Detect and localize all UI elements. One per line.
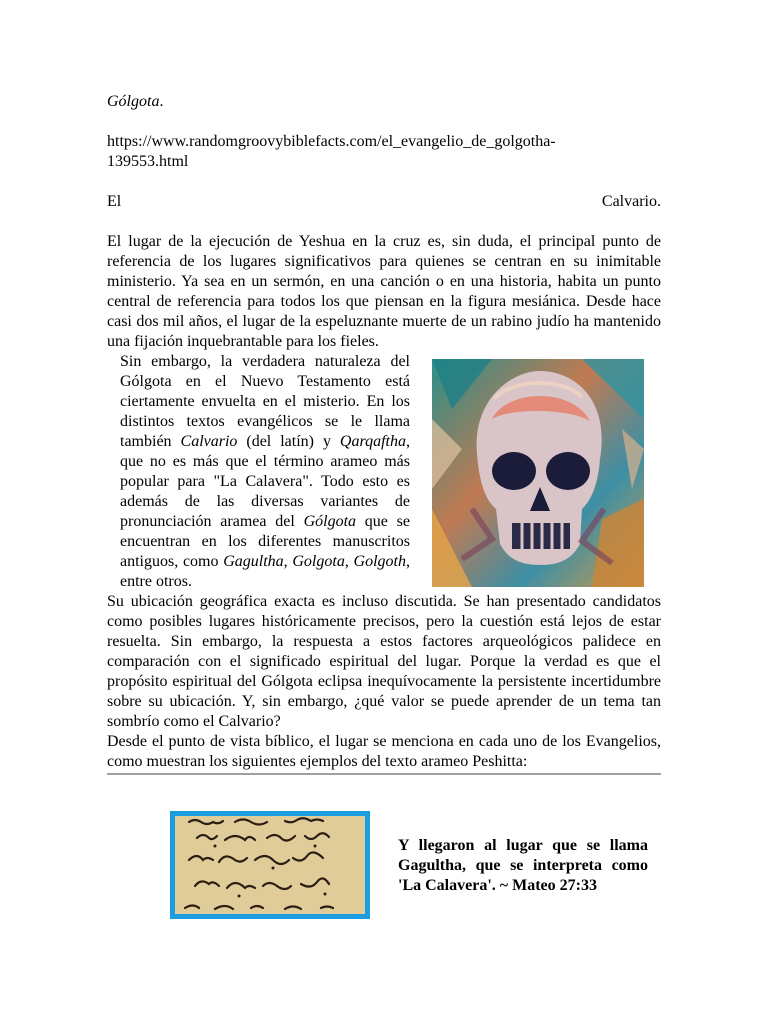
paragraph-names: Sin embargo, la verdadera naturaleza del Gólgota en el Nuevo Testamento está ciertamente envuelta en el misterio. En los distintos textos evangélicos se le llama también Calvario (del latín) y Qarqaftha, que no es más que el término arameo más popular para "La Calavera". Todo esto es además de las diversas variantes de pronunciación aramea del Gólgota que se encuentran en los diferentes manuscritos antiguos, como Gagultha, Golgota, Golgoth, entre otros. [120,353,411,590]
scripture-caption: Y llegaron al lugar que se llama Gagultha, que se interpreta como 'La Calavera'. ~ Mateo 27:33 [398,837,648,894]
url-line-1[interactable]: https://www.randomgroovybiblefacts.com/el_evangelio_de_golgotha- [107,133,556,150]
skull-artwork-image [432,359,644,587]
source-url[interactable] [107,132,661,172]
peshitta-manuscript-image [170,811,370,919]
document-body [107,92,661,775]
heading-right: Calvario. [601,193,661,210]
section-divider [107,773,661,775]
paragraph-gospels: Desde el punto de vista bíblico, el lugar se menciona en cada uno de los Evangelios, como muestran los siguientes ejemplos del texto arameo Peshitta: [107,733,661,770]
paragraph-location: Su ubicación geográfica exacta es incluso discutida. Se han presentado candidatos como posibles lugares históricamente precisos, pero la cuestión está lejos de estar resuelta. Sin embargo, la respuesta a estos factores arqueológicos palidece en comparación con el significado espiritual del lugar. Porque la verdad es que el propósito espiritual del Gólgota eclipsa inequívocamente la persistente incertidumbre sobre su ubicación. Y, sin embargo, ¿qué valor se puede aprender de un tema tan sombrío como el Calvario? [107,593,661,730]
paragraph-intro: El lugar de la ejecución de Yeshua en la cruz es, sin duda, el principal punto de referencia de los lugares significativos para quienes se centran en su inimitable ministerio. Ya sea en un sermón, en una canción o en una historia, habita un punto central de referencia para todos los que piensan en la figura mesiánica. Desde hace casi dos mil años, el lugar de la espeluznante muerte de un rabino judío ha mantenido una fijación inquebrantable para los fieles. [107,233,661,350]
text-with-image [107,352,661,592]
doc-title: Gólgota. [107,93,164,110]
heading-left: El [107,193,122,210]
url-line-2[interactable]: 139553.html [107,153,189,170]
section-heading [107,192,661,212]
